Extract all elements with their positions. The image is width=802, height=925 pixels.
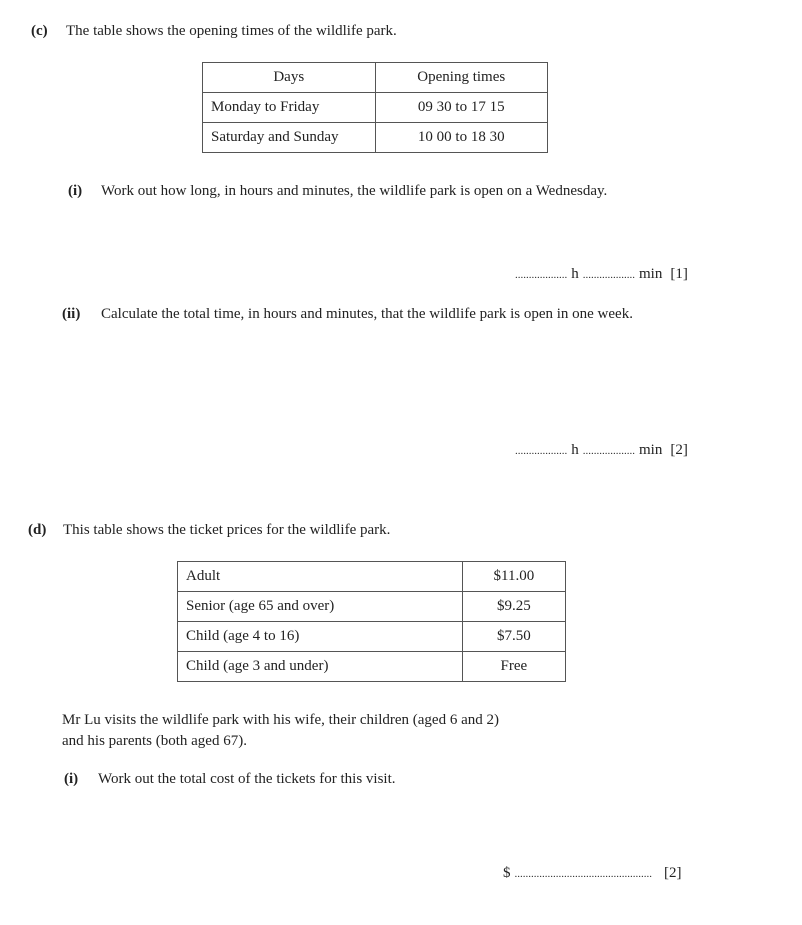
table-cell-ticket-type: Adult — [178, 562, 463, 592]
unit-minutes: min — [639, 266, 663, 282]
answer-dots-minutes[interactable]: ................... — [582, 269, 635, 281]
table-cell-days: Saturday and Sunday — [203, 123, 376, 153]
answer-dots-hours[interactable]: ................... — [515, 269, 568, 281]
question-d-i-text: Work out the total cost of the tickets for this visit. — [98, 771, 396, 787]
part-c-label: (c) — [31, 23, 48, 39]
answer-dots-hours[interactable]: ................... — [515, 445, 568, 457]
part-c-intro: The table shows the opening times of the wildlife park. — [66, 23, 397, 39]
unit-hours: h — [571, 442, 579, 458]
table-row — [178, 562, 566, 592]
question-c-ii-text: Calculate the total time, in hours and minutes, that the wildlife park is open in one week. — [101, 306, 633, 322]
marks-badge: [2] — [670, 442, 688, 458]
marks-badge: [1] — [670, 266, 688, 282]
table-header-cell: Days — [203, 63, 376, 93]
table-cell-days: Monday to Friday — [203, 93, 376, 123]
question-d-i-label: (i) — [64, 771, 79, 787]
answer-dots-minutes[interactable]: ................... — [582, 445, 635, 457]
table-row — [178, 622, 566, 652]
question-c-i-label: (i) — [68, 183, 83, 199]
table-row — [178, 592, 566, 622]
table-header-cell: Opening times — [375, 63, 548, 93]
opening-times-table — [202, 62, 548, 153]
scenario-text-line-2: and his parents (both aged 67). — [62, 733, 247, 749]
answer-dots-cost[interactable]: .................................................. — [514, 868, 652, 880]
part-d-intro: This table shows the ticket prices for the wildlife park. — [63, 522, 391, 538]
table-row — [203, 93, 548, 123]
table-cell-times: 10 00 to 18 30 — [375, 123, 548, 153]
unit-hours: h — [571, 266, 579, 282]
table-cell-ticket-type: Child (age 4 to 16) — [178, 622, 463, 652]
table-cell-price: $9.25 — [462, 592, 565, 622]
table-cell-price: Free — [462, 652, 565, 682]
table-header-row — [203, 63, 548, 93]
scenario-text-line-1: Mr Lu visits the wildlife park with his wife, their children (aged 6 and 2) — [62, 712, 499, 728]
unit-minutes: min — [639, 442, 663, 458]
table-cell-price: $11.00 — [462, 562, 565, 592]
table-row — [178, 652, 566, 682]
part-d-label: (d) — [28, 522, 47, 538]
table-row — [203, 123, 548, 153]
table-cell-price: $7.50 — [462, 622, 565, 652]
question-c-ii-label: (ii) — [62, 306, 81, 322]
ticket-prices-table — [177, 561, 566, 682]
answer-line-d-i — [503, 865, 682, 882]
answer-line-c-i — [515, 266, 688, 283]
currency-symbol: $ — [503, 865, 511, 881]
answer-line-c-ii — [515, 442, 688, 459]
question-c-i-text: Work out how long, in hours and minutes, the wildlife park is open on a Wednesday. — [101, 183, 608, 199]
table-cell-ticket-type: Senior (age 65 and over) — [178, 592, 463, 622]
table-cell-times: 09 30 to 17 15 — [375, 93, 548, 123]
table-cell-ticket-type: Child (age 3 and under) — [178, 652, 463, 682]
marks-badge: [2] — [664, 865, 682, 881]
